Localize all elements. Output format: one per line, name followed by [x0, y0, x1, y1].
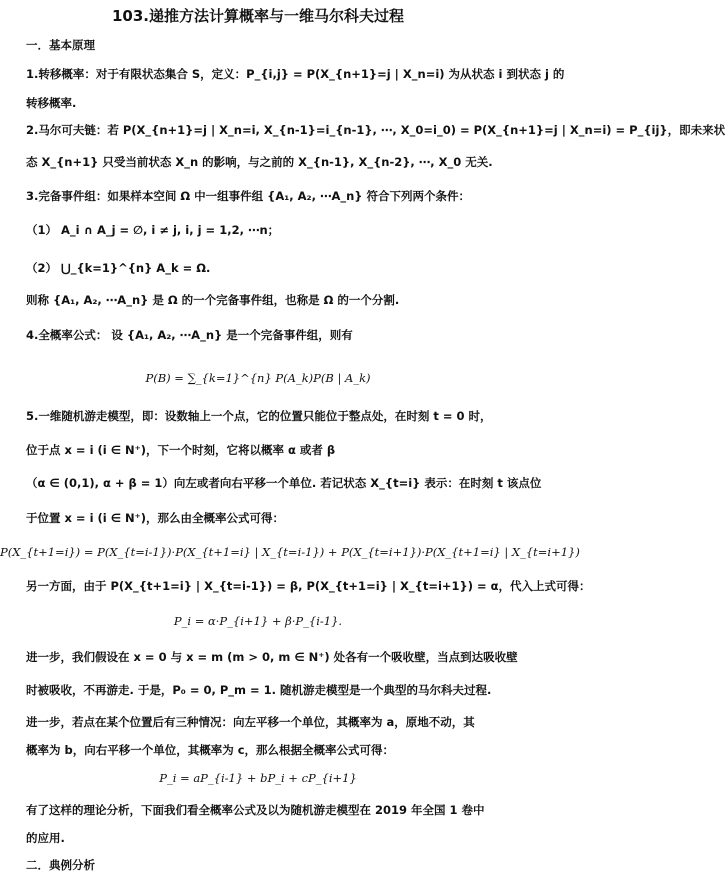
text-line: 则称 {A₁, A₂, ⋯A_n} 是 Ω 的一个完备事件组，也称是 Ω 的一个分割.: [26, 293, 400, 307]
text-line: 的应用.: [26, 831, 65, 845]
formula-random-walk-2: P_i = α·P_{i+1} + β·P_{i-1}.: [173, 614, 343, 628]
text-line: 态 X_{n+1} 只受当前状态 X_n 的影响，与之前的 X_{n-1}, X_{n-2}, ⋯, X_0 无关.: [26, 155, 493, 169]
text-line: 有了这样的理论分析，下面我们看全概率公式及以为随机游走模型在 2019 年全国 1 卷中: [26, 803, 485, 817]
text-line: 3.完备事件组：如果样本空间 Ω 中一组事件组 {A₁, A₂, ⋯A_n} 符合下列两个条件：: [26, 189, 470, 203]
text-line: （2） ⋃_{k=1}^{n} A_k = Ω.: [26, 261, 211, 275]
section-heading-examples: 二．典例分析: [26, 858, 95, 872]
section-heading-basic-principles: 一．基本原理: [26, 38, 95, 52]
text-line: 1.转移概率：对于有限状态集合 S，定义：P_{i,j} = P(X_{n+1}=j | X_n=i) 为从状态 i 到状态 j 的: [26, 67, 565, 81]
text-line: 时被吸收，不再游走. 于是，P₀ = 0, P_m = 1. 随机游走模型是一个典型的马尔科夫过程.: [26, 683, 492, 697]
text-line: 于位置 x = i (i ∈ N⁺)，那么由全概率公式可得：: [26, 511, 284, 525]
text-line: 概率为 b，向右平移一个单位，其概率为 c，那么根据全概率公式可得：: [26, 743, 395, 757]
text-line: 转移概率.: [26, 96, 77, 110]
text-line: （1） A_i ∩ A_j = ∅, i ≠ j, i, j = 1,2, ⋯n；: [26, 223, 280, 237]
text-line: 进一步，我们假设在 x = 0 与 x = m (m > 0, m ∈ N⁺) 处各有一个吸收壁，当点到达吸收壁: [26, 650, 518, 664]
text-line: （α ∈ (0,1), α + β = 1）向左或者向右平移一个单位. 若记状态 X_{t=i} 表示：在时刻 t 该点位: [26, 476, 542, 490]
text-line: 位于点 x = i (i ∈ N⁺)，下一个时刻，它将以概率 α 或者 β: [26, 443, 336, 457]
page-title: 103.递推方法计算概率与一维马尔科夫过程: [111, 7, 404, 25]
text-line: 进一步，若点在某个位置后有三种情况：向左平移一个单位，其概率为 a，原地不动，其: [26, 715, 475, 729]
formula-random-walk-1: P(X_{t+1=i}) = P(X_{t=i-1})·P(X_{t+1=i} | X_{t=i-1}) + P(X_{t=i+1})·P(X_{t+1=i} | X_{t=i+1}): [0, 545, 580, 559]
text-line: 2.马尔可夫链：若 P(X_{n+1}=j | X_n=i, X_{n-1}=i_{n-1}, ⋯, X_0=i_0) = P(X_{n+1}=j | X_n=i) = P_{ij}，即未来状: [26, 123, 725, 137]
formula-three-cases: P_i = aP_{i-1} + bP_i + cP_{i+1}: [159, 771, 357, 785]
text-line: 4.全概率公式： 设 {A₁, A₂, ⋯A_n} 是一个完备事件组，则有: [26, 328, 353, 342]
text-line: 另一方面，由于 P(X_{t+1=i} | X_{t=i-1}) = β, P(X_{t+1=i} | X_{t=i+1}) = α，代入上式可得：: [26, 579, 591, 593]
formula-total-probability: P(B) = ∑_{k=1}^{n} P(A_k)P(B | A_k): [145, 371, 371, 385]
text-line: 5.一维随机游走模型，即：设数轴上一个点，它的位置只能位于整点处，在时刻 t = 0 时，: [26, 409, 492, 423]
